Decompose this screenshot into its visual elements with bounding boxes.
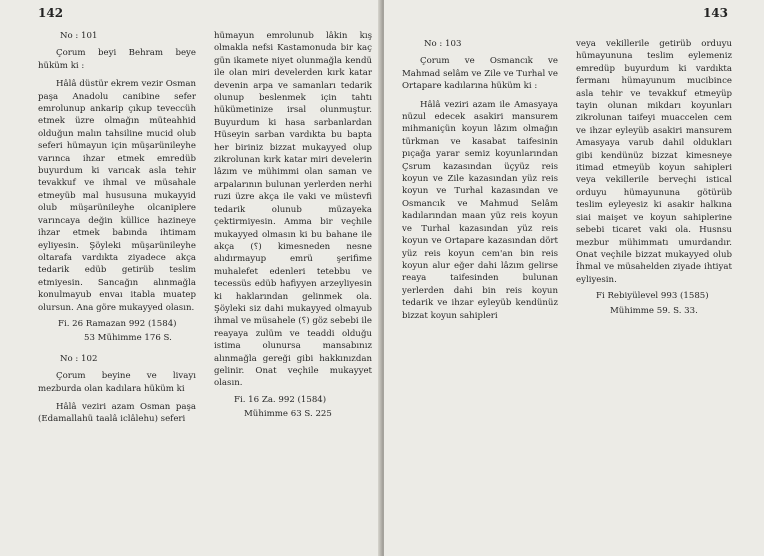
document-number: No : 102 bbox=[60, 353, 98, 364]
document-date: Fi Rebiyülevel 993 (1585) bbox=[596, 291, 709, 302]
right-column-2 bbox=[576, 38, 732, 325]
document-body: hümayun emrolunub lâkin kış olmakla nefsi Kastamonuda bir kaç gün ikamete niyet olunmağla kendü ile olan miri develerden kırk katar devenin arpa ve samanları tedarik olunup beslenmek için tahtı hükümetinize irsal olunmuştur. Buyurdum ki hasa sarbanlardan Hüseyin sarban vardıkta bu bapta her biriniz bizzat mukayyed olup zikrolunan kırk katar miri develerin lâzım ve mühimmi olan saman ve arpalarının bulunan yerlerden nerhi ruzi üzre akça ile vaki ve müstevfi tedarik olunub müzayeka çektirmiyesin. Amma bir veçhile mukayyed olmasın ki bu bahane ile akça (؟) kimesneden nesne alıdırmayup emrü şerifime muhalefet edenleri tetebbu ve tecessüs edüb hafiyyen arzeyliyesin ki haklarından gelinmek ola. Şöyleki siz dahi mukayyed olmayub ihmal ve müsahele (؟) göz sebebi ile reayaya zulüm ve teaddi olduğu istima olunursa mansabınız alınmağla gereği gibi hakkınızdan gelinir. Onat veçhile mukayyet olasın. bbox=[214, 31, 373, 389]
document-reference: Mühimme 59. S. 33. bbox=[610, 305, 698, 316]
page-number-right: 143 bbox=[702, 6, 728, 20]
document-number: No : 101 bbox=[60, 31, 98, 41]
document-reference: 53 Mühimme 176 S. bbox=[84, 333, 172, 344]
document-body: Hâlâ veziri azam ile Amasyaya nüzul edecek asakiri mansurem mihmaniçün koyun lâzım olmağın türkman ve kasabat taifesinin pıçağa yarar semiz koyunlarından Çsrum kazasından üçyüz reis koyun ve Zile kazasından yüz reis koyun ve Turhal kazasından ve Osmancık ve Mahmud Selâm kadılarından maan yüz reis koyun ve Turhal kazasından yüz reis koyun ve Ortapare kazasından dört yüz reis koyun cem'an bin reis koyun alur eğer dahi lâzım gelirse reaya taifesinden bulunan yerlerden dahi bin reis koyun tedarik ve ihzar eyleyüb kendünüz bizzat koyun sahipleri bbox=[402, 99, 558, 321]
left-column-1 bbox=[38, 30, 196, 426]
right-page bbox=[384, 0, 764, 556]
document-heading: Çorum beyi Behram beye hüküm ki : bbox=[38, 48, 196, 71]
document-heading: Çorum beyine ve livayı mezburda olan kadılara hüküm ki bbox=[38, 371, 196, 394]
document-body: Hâlâ düstür ekrem vezir Osman paşa Anadolu canibine sefer emrolunup ankarip çıkup teveccüh etmek üzre olmağın müteahhid olduğun malın tahsiline mucid olub seferi hümayun için müşarünileyhe varınca ihzar etmek emredüb buyurdum ki varıcak asla tehir tevakkuf ve ihmal ve müsahale etmeyüb mal hususuna mukayyid olub müşarünileyhe olcaniplere varıncaya değin küllice hazineye ihzar etmek babında ihtimam eyliyesin. Şöyleki müşarünileyhe oltarafa vardıkta ziyadece akça tedarik edüb getirüb teslim etmiyesin. Sancağın alınmağla konulmayub envaı itabla muatep olursun. Ana göre mukayyed olasın. bbox=[38, 79, 196, 313]
right-column-1 bbox=[402, 38, 558, 322]
page-number-left: 142 bbox=[38, 6, 64, 20]
document-date: Fi. 16 Za. 992 (1584) bbox=[234, 394, 327, 405]
document-date: Fi. 26 Ramazan 992 (1584) bbox=[58, 318, 177, 329]
left-column-2 bbox=[214, 30, 372, 429]
document-reference: Mühimme 63 S. 225 bbox=[244, 409, 332, 420]
document-body: Hâlâ veziri azam Osman paşa (Edamallahü taalâ iclâlehu) seferi bbox=[38, 401, 196, 425]
document-heading: Çorum ve Osmancık ve Mahmad selâm ve Zile ve Turhal ve Ortapare kadılarına hüküm ki : bbox=[402, 56, 558, 92]
document-number: No : 103 bbox=[424, 39, 462, 49]
document-body: veya vekillerile getirüb orduyu hümayununa teslim eylemeniz emredüp buyurdum ki vardıkta fermanı hümayunum mucibince asla tehir ve tevakkuf etmeyüp tayin olunan mikdarı koyunları zikrolunan taifeyi muaccelen cem ve ihzar eyleyüb asakiri mansurem Amasyaya varub dahil oldukları gibi kendünüz bizzat kimesneye itimad etmeyüb koyun sahipleri veya vekillerile berveçhi istical orduyu hümayununa götürüb teslim eyleyesiz ki asakir halkına siai maişet ve koyun sahiplerine sebebi ticaret vaki ola. Husnsu mezbur mühimmatı umurdandır. Onat veçhile bizzat mukayyed olub İhmal ve müsahelden ziyade ihtiyat eyliyesin. bbox=[576, 39, 732, 285]
